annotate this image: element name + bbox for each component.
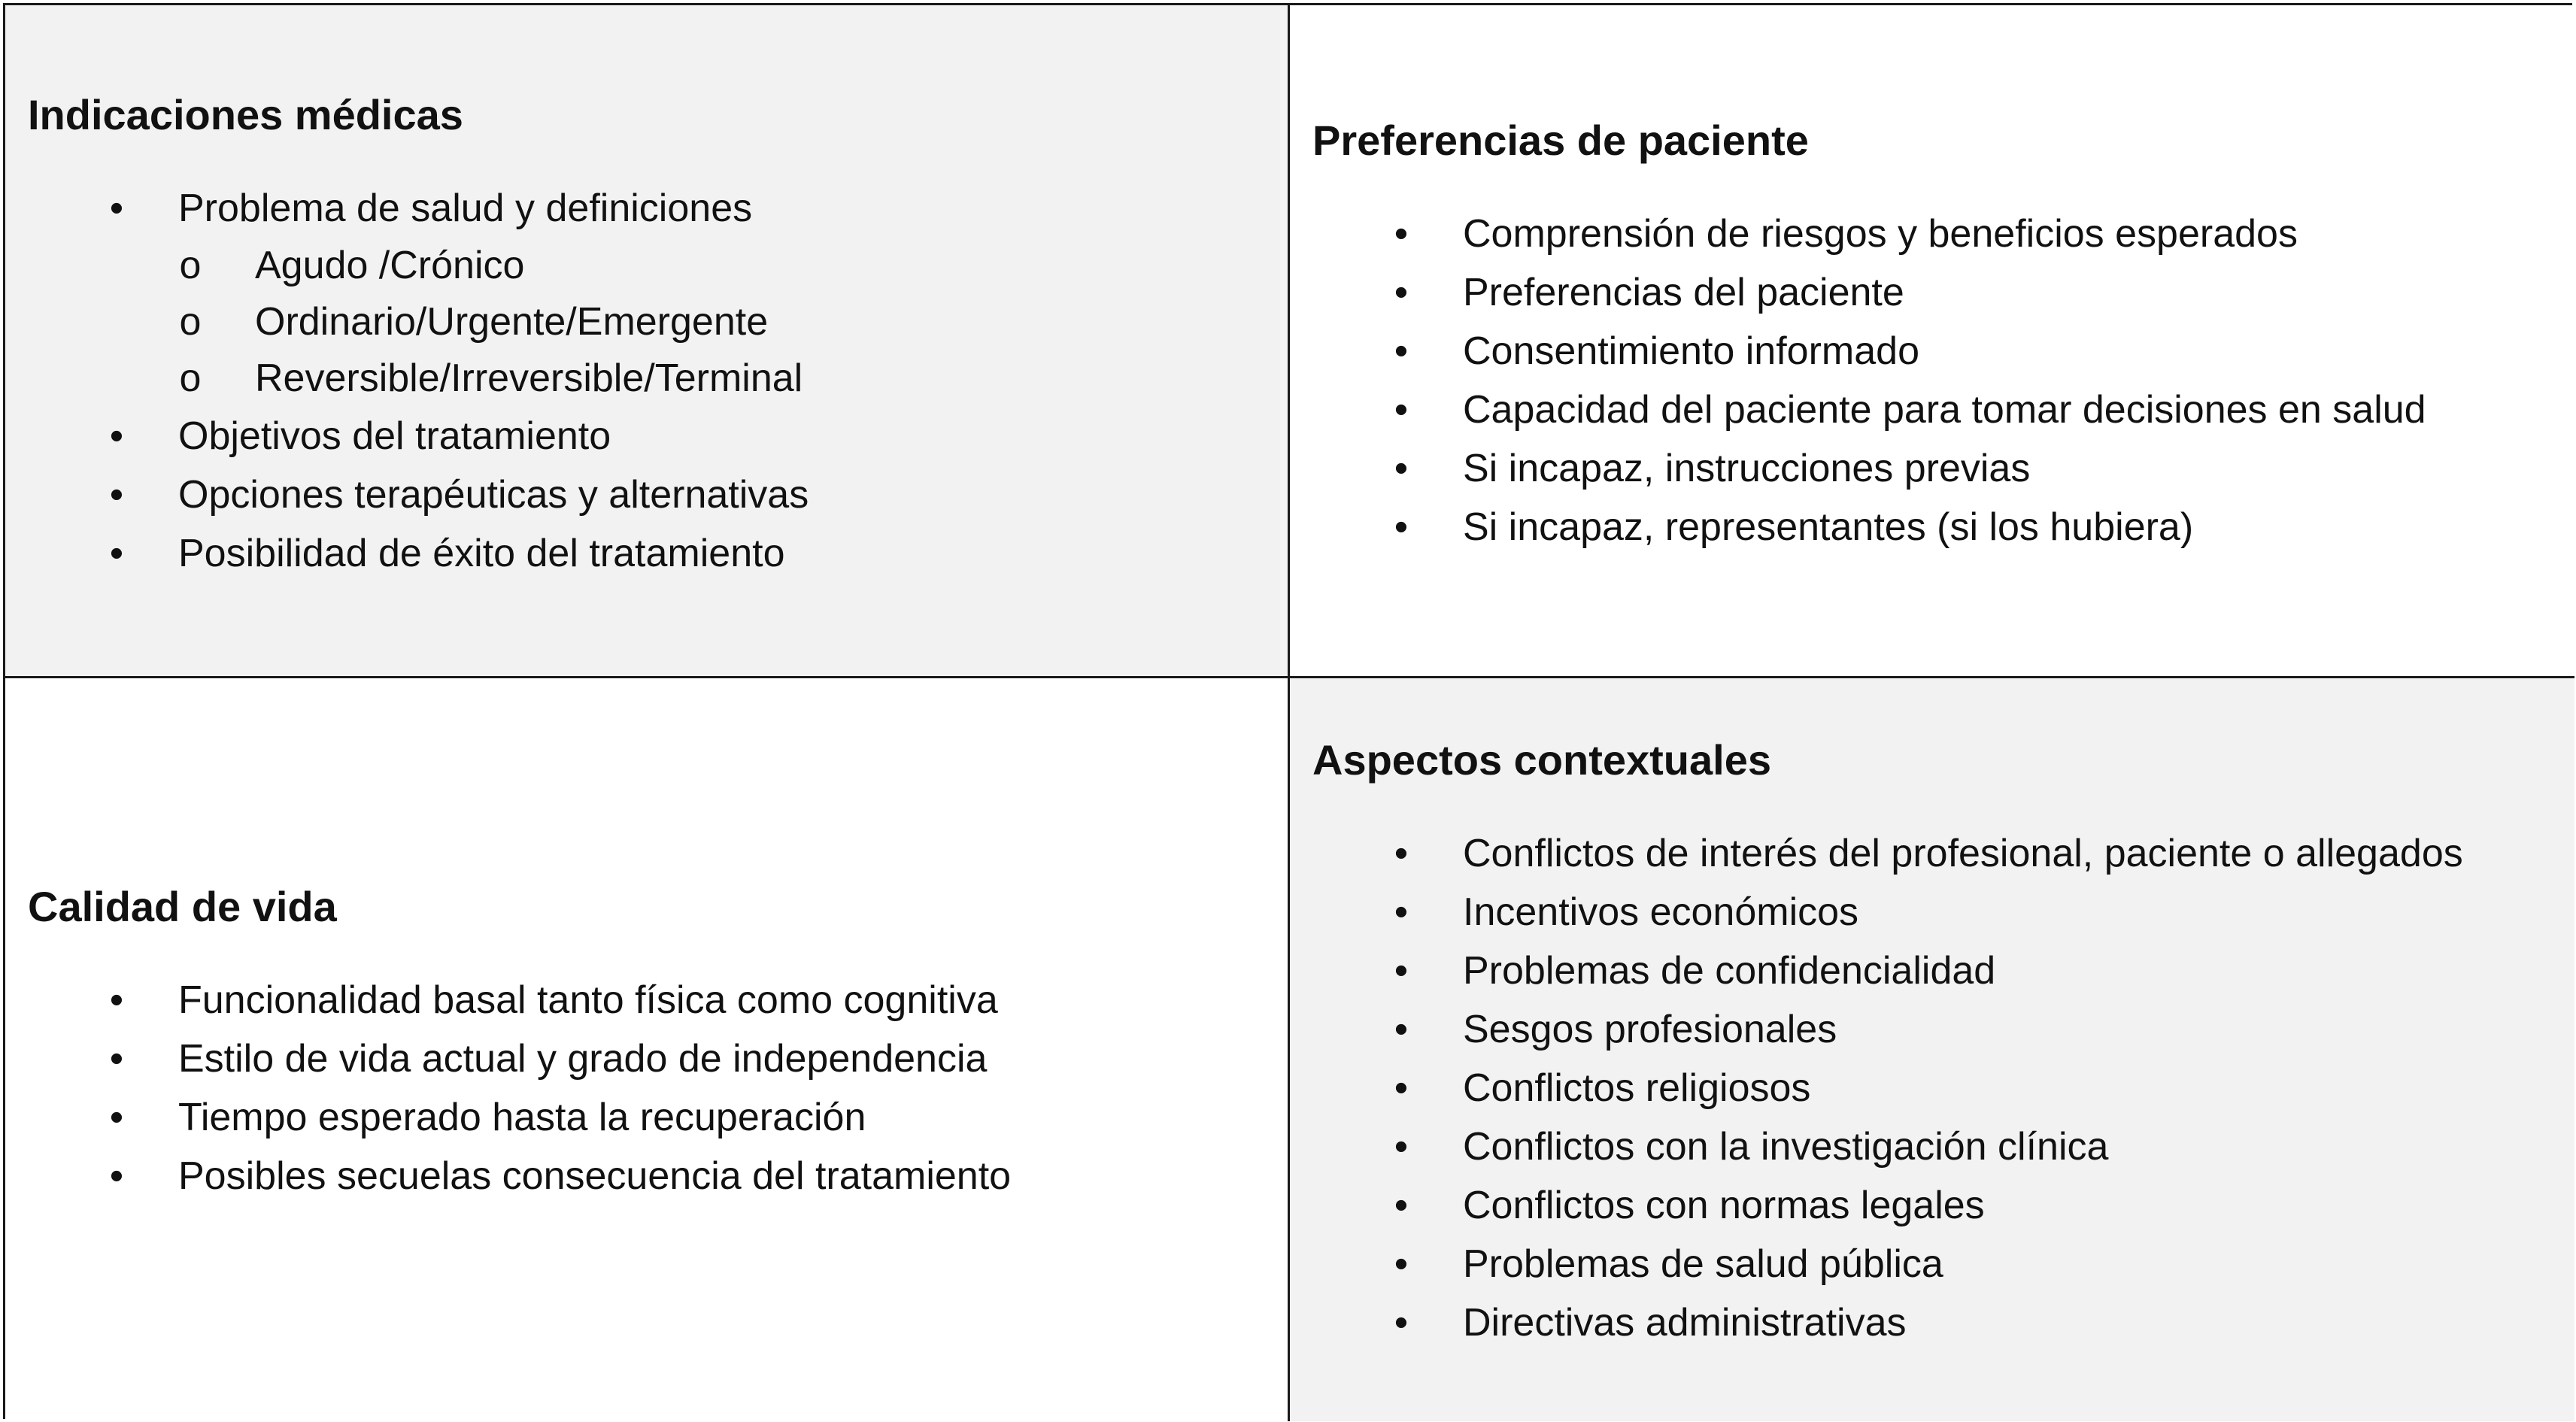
bullet-icon: • [1394, 1184, 1409, 1227]
sub-list [28, 238, 1273, 407]
sub-list-item-text: Ordinario/Urgente/Emergente [255, 300, 769, 344]
bullet-icon: • [109, 1154, 124, 1198]
sub-list-item [28, 238, 1273, 294]
hollow-bullet-icon: o [179, 300, 202, 344]
quadrant-indicaciones-medicas [5, 5, 1290, 678]
bullet-list [28, 179, 1273, 583]
list-item [28, 465, 1273, 524]
quadrant-content [28, 878, 1273, 1205]
list-item [1312, 439, 2559, 498]
list-item-text: Objetivos del tratamiento [178, 414, 611, 458]
quadrant-content [28, 86, 1273, 583]
bullet-icon: • [1394, 832, 1409, 875]
list-item-text: Conflictos religiosos [1463, 1066, 1811, 1110]
sub-list-item-text: Reversible/Irreversible/Terminal [255, 356, 803, 400]
list-item-text: Directivas administrativas [1463, 1301, 1907, 1345]
list-item-text: Consentimiento informado [1463, 329, 1919, 373]
quadrant-title: Calidad de vida [28, 883, 337, 930]
bullet-icon: • [1394, 1242, 1409, 1286]
quadrant-content [1312, 731, 2559, 1352]
bullet-icon: • [1394, 329, 1409, 373]
list-item-text: Si incapaz, instrucciones previas [1463, 447, 2031, 490]
list-item [1312, 205, 2559, 263]
quadrant-calidad-de-vida [5, 678, 1290, 1421]
bullet-icon: • [109, 978, 124, 1022]
list-item-text: Conflictos con normas legales [1463, 1184, 1985, 1227]
list-item-text: Incentivos económicos [1463, 890, 1859, 934]
list-item [28, 1147, 1273, 1205]
list-item-text: Posibles secuelas consecuencia del tratamiento [178, 1154, 1012, 1198]
quadrant-content [1312, 111, 2559, 556]
list-item-text: Problemas de confidencialidad [1463, 949, 1996, 993]
list-item [28, 179, 1273, 407]
list-item [1312, 941, 2559, 1000]
bullet-icon: • [109, 1096, 124, 1139]
bullet-icon: • [109, 414, 124, 458]
list-item [1312, 498, 2559, 556]
list-item [1312, 1059, 2559, 1117]
list-item-text: Tiempo esperado hasta la recuperación [178, 1096, 866, 1139]
quadrant-title: Aspectos contextuales [1312, 736, 1771, 784]
list-item-text: Posibilidad de éxito del tratamiento [178, 532, 785, 575]
sub-list-item-text: Agudo /Crónico [255, 244, 525, 287]
hollow-bullet-icon: o [179, 244, 202, 287]
list-item-text: Funcionalidad basal tanto física como cognitiva [178, 978, 998, 1022]
list-item [1312, 263, 2559, 322]
bullet-icon: • [109, 186, 124, 230]
hollow-bullet-icon: o [179, 356, 202, 400]
bullet-icon: • [1394, 447, 1409, 490]
sub-list-item [28, 294, 1273, 350]
quadrant-title: Indicaciones médicas [28, 91, 463, 138]
bullet-icon: • [1394, 1125, 1409, 1169]
list-item-text: Sesgos profesionales [1463, 1008, 1837, 1051]
bullet-icon: • [1394, 949, 1409, 993]
bullet-icon: • [1394, 212, 1409, 256]
four-box-table [3, 3, 2572, 1419]
list-item [28, 971, 1273, 1029]
bullet-icon: • [1394, 271, 1409, 314]
list-item-text: Capacidad del paciente para tomar decisiones en salud [1463, 388, 2426, 432]
bullet-icon: • [109, 473, 124, 517]
list-item [1312, 824, 2559, 883]
list-item-text: Problema de salud y definiciones [178, 186, 753, 230]
list-item-text: Comprensión de riesgos y beneficios esperados [1463, 212, 2298, 256]
list-item [1312, 883, 2559, 941]
list-item [1312, 322, 2559, 381]
bullet-icon: • [1394, 1066, 1409, 1110]
list-item-text: Conflictos con la investigación clínica [1463, 1125, 2109, 1169]
list-item [1312, 381, 2559, 439]
bullet-list [1312, 824, 2559, 1352]
list-item-text: Preferencias del paciente [1463, 271, 1904, 314]
list-item [1312, 1235, 2559, 1293]
bullet-list [1312, 205, 2559, 556]
quadrant-title: Preferencias de paciente [1312, 117, 1809, 164]
list-item [28, 524, 1273, 583]
sub-list-item [28, 350, 1273, 407]
bullet-icon: • [1394, 505, 1409, 549]
list-item-text: Opciones terapéuticas y alternativas [178, 473, 809, 517]
list-item-text: Estilo de vida actual y grado de independencia [178, 1037, 988, 1081]
bullet-icon: • [109, 1037, 124, 1081]
quadrant-aspectos-contextuales [1290, 678, 2574, 1421]
list-item-text: Problemas de salud pública [1463, 1242, 1943, 1286]
bullet-icon: • [1394, 890, 1409, 934]
bullet-icon: • [1394, 1301, 1409, 1345]
list-item [1312, 1000, 2559, 1059]
bullet-icon: • [109, 532, 124, 575]
list-item [28, 407, 1273, 465]
list-item [1312, 1117, 2559, 1176]
bullet-icon: • [1394, 388, 1409, 432]
bullet-list [28, 971, 1273, 1205]
list-item-text: Si incapaz, representantes (si los hubiera) [1463, 505, 2194, 549]
list-item [28, 1088, 1273, 1147]
list-item [1312, 1176, 2559, 1235]
list-item-text: Conflictos de interés del profesional, paciente o allegados [1463, 832, 2463, 875]
quadrant-preferencias-paciente [1290, 5, 2574, 678]
bullet-icon: • [1394, 1008, 1409, 1051]
list-item [28, 1029, 1273, 1088]
list-item [1312, 1293, 2559, 1352]
